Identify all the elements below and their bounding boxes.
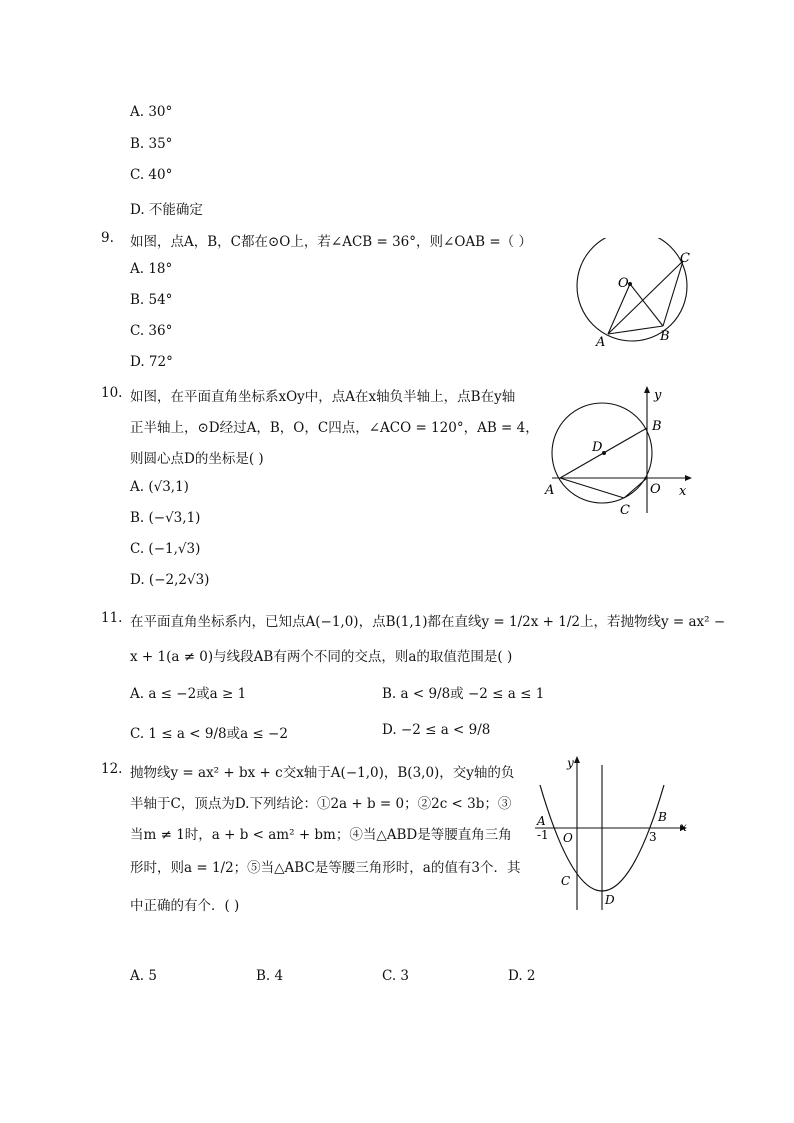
q9-option-d: D. 72° (130, 354, 173, 370)
q10-label-d: D (592, 440, 603, 455)
q12-option-c: C. 3 (382, 968, 410, 984)
q10-option-c: C. (−1,√3) (130, 541, 201, 557)
q11-stem-line-1: 在平面直角坐标系内，已知点A(−1,0)，点B(1,1)都在直线y = 1/2x + 1/2上，若抛物线y = ax² − (130, 614, 726, 630)
q10-stem-line-2: 正半轴上，⊙D经过A，B，O，C四点，∠ACO = 120°，AB = 4， (130, 420, 539, 436)
q10-option-a: A. (√3,1) (130, 479, 189, 495)
q9-label-b: B (660, 329, 670, 344)
q10-option-b: B. (−√3,1) (130, 510, 201, 526)
q11-option-d: D. −2 ≤ a < 9/8 (382, 722, 491, 738)
q12-label-b: B (658, 810, 667, 824)
q11-stem-line-2: x + 1(a ≠ 0)与线段AB有两个不同的交点，则a的取值范围是( ) (130, 649, 513, 665)
q10-label-b: B (652, 419, 662, 434)
q11-option-a: A. a ≤ −2或a ≥ 1 (130, 686, 247, 702)
q12-label-o: O (563, 831, 573, 845)
q10-label-o: O (650, 482, 661, 497)
q10-label-a: A (545, 483, 555, 498)
q10-option-d: D. (−2,2√3) (130, 572, 210, 588)
q11-option-c: C. 1 ≤ a < 9/8或a ≤ −2 (130, 726, 288, 742)
q12-label-3: 3 (649, 830, 657, 844)
q12-parabola-figure (525, 755, 695, 915)
q9-option-b: B. 54° (130, 292, 173, 308)
q9-label-o: O (618, 276, 629, 291)
q10-label-c: C (620, 503, 630, 517)
q10-label-x: x (679, 484, 687, 499)
q10-stem-line-1: 如图，在平面直角坐标系xOy中，点A在x轴负半轴上，点B在y轴 (130, 389, 516, 405)
q12-number: 12. (101, 761, 123, 777)
q12-label-c: C (561, 874, 571, 888)
q9-circle-figure (570, 238, 700, 350)
q12-option-b: B. 4 (256, 968, 284, 984)
q9-option-a: A. 18° (130, 261, 173, 277)
q10-stem-line-3: 则圆心点D的坐标是( ) (130, 451, 264, 467)
q12-label-a: A (537, 814, 546, 828)
q12-stem-line-4: 形时，则a = 1/2；⑤当△ABC是等腰三角形时，a的值有3个．其 (130, 860, 521, 876)
q12-option-a: A. 5 (130, 968, 157, 984)
q9-stem: 如图，点A，B，C都在⊙O上，若∠ACB = 36°，则∠OAB =（ ） (130, 234, 532, 250)
q8-option-b: B. 35° (130, 136, 173, 152)
q12-label-y: y (567, 756, 574, 770)
q12-option-d: D. 2 (508, 968, 536, 984)
q12-label-minus1: -1 (537, 828, 549, 842)
q11-option-b: B. a < 9/8或 −2 ≤ a ≤ 1 (382, 686, 545, 702)
q12-label-x: x (680, 820, 687, 834)
q9-number: 9. (101, 230, 114, 246)
q12-stem-line-2: 半轴于C，顶点为D.下列结论：①2a + b = 0；②2c < 3b；③ (130, 796, 512, 812)
q12-stem-line-5: 中正确的有个．( ) (130, 898, 240, 914)
q8-option-c: C. 40° (130, 167, 173, 183)
q9-label-c: C (680, 251, 690, 266)
q10-number: 10. (101, 385, 123, 401)
q8-option-a: A. 30° (130, 104, 173, 120)
q12-label-d: D (605, 893, 615, 907)
q12-stem-line-3: 当m ≠ 1时，a + b < am² + bm；④当△ABD是等腰直角三角 (130, 827, 512, 843)
q12-stem-line-1: 抛物线y = ax² + bx + c交x轴于A(−1,0)，B(3,0)，交y轴的负 (130, 765, 515, 781)
q8-option-d: D. 不能确定 (130, 202, 203, 218)
q10-label-y: y (654, 388, 662, 403)
q9-option-c: C. 36° (130, 323, 173, 339)
q11-number: 11. (101, 610, 123, 626)
q10-coordinate-figure (540, 385, 700, 517)
q9-label-a: A (596, 335, 606, 350)
